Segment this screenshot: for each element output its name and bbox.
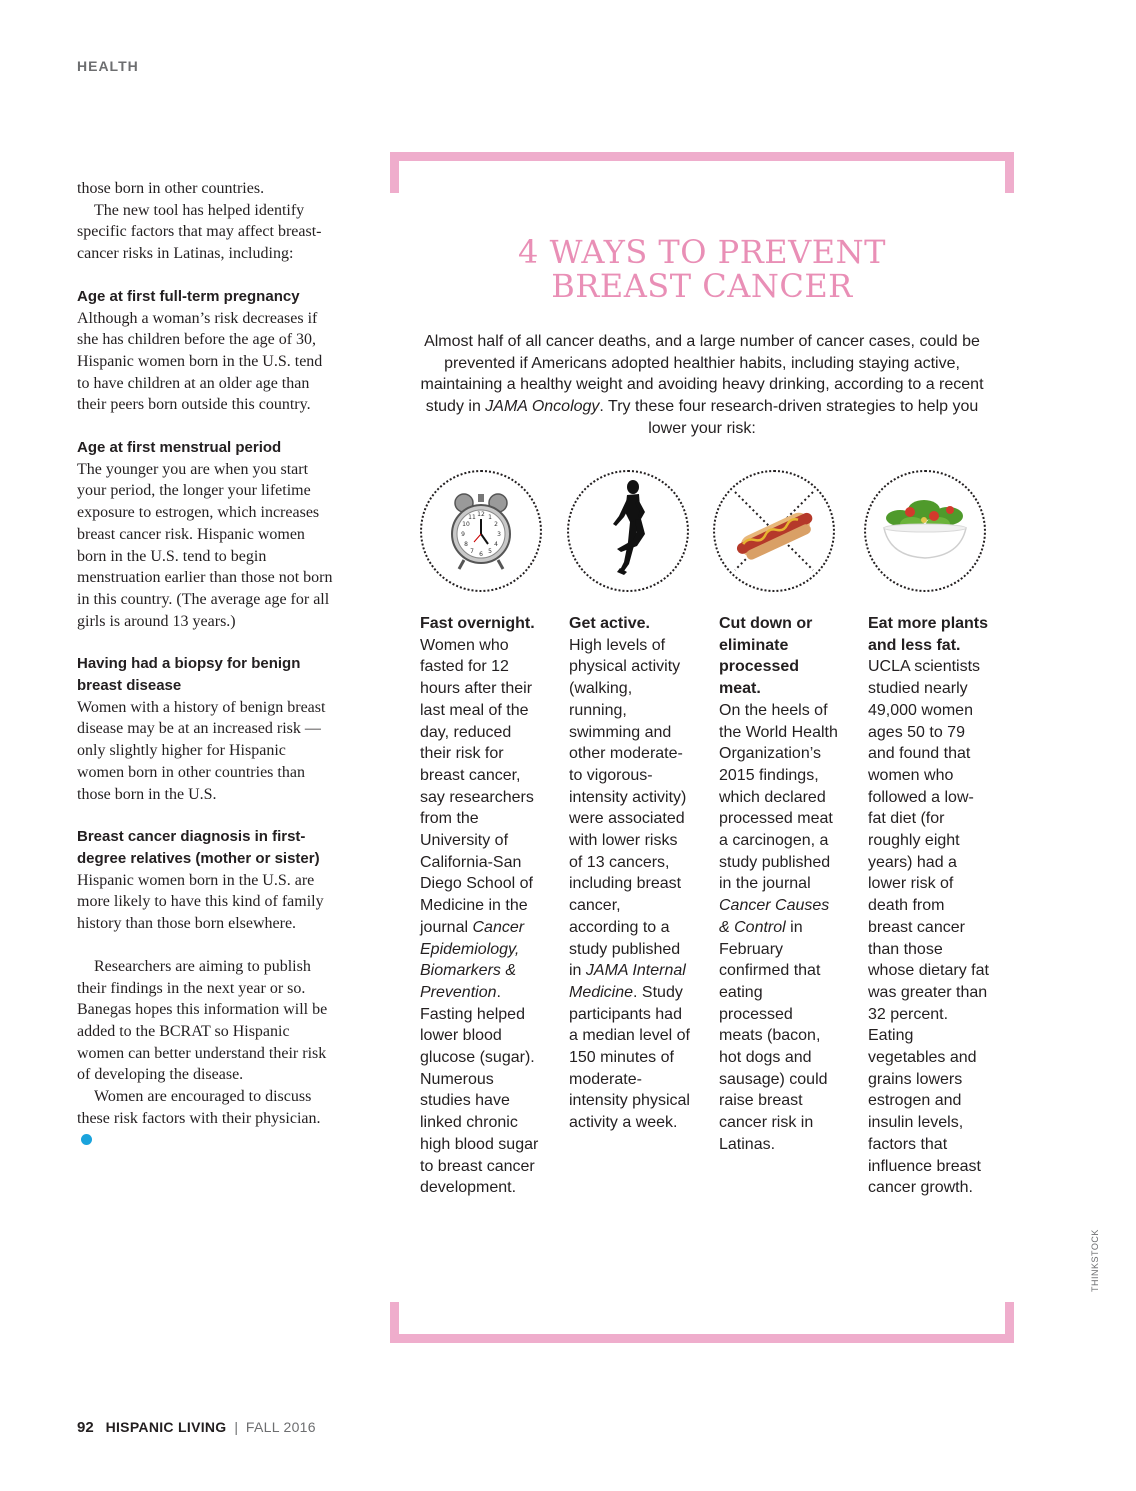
sidebar-title-line2: BREAST CANCER [551, 267, 853, 305]
salad-bowl-icon [864, 470, 986, 592]
article-closing-paragraph [77, 1086, 335, 1151]
sidebar-intro [415, 331, 989, 440]
tip-processed-meat [719, 613, 839, 1156]
svg-text:8: 8 [464, 541, 468, 548]
article-paragraph: The new tool has helped identify specific factors that may affect breast-cancer risks in Latinas, including: [77, 201, 322, 263]
article-column [77, 178, 335, 1151]
footer-separator: | [234, 1419, 239, 1435]
factor-body: Although a woman’s risk decreases if she has children before the age of 30, Hispanic women born in the U.S. tend to have children at an older age than their peers born outside this country. [77, 309, 323, 414]
svg-text:12: 12 [477, 511, 485, 518]
tip-get-active [569, 613, 694, 1134]
issue-date: FALL 2016 [245, 1419, 316, 1435]
factor-body: Women with a history of benign breast disease may be at an increased risk — only slightly higher for Hispanic women born in other countries than those born in the U.S. [77, 698, 326, 803]
intro-text: Almost half of all cancer deaths, and a large number of cancer cases, could be prevented if Americans adopted healthier habits, including staying active, maintaining a healthy weight and avoiding heavy drinking, according to a recent study in [420, 333, 984, 416]
sidebar-frame-bottom [390, 1302, 1014, 1343]
runner-icon [567, 470, 689, 592]
factor-heading: Age at first full-term pregnancy [77, 287, 300, 305]
tip-text: . Study participants had a median level of 150 minutes of moderate-intensity physical activity a week. [569, 983, 690, 1132]
factor-body: The younger you are when you start your period, the longer your lifetime exposure to estrogen, which increases breast cancer risk. Hispanic women born in the U.S. tend to begin menstruation earlier than those not born in this country. (The average age for all girls is around 13 years.) [77, 460, 333, 630]
tip-fast-overnight [420, 613, 545, 1199]
tip-body [868, 656, 990, 1199]
tip-eat-plants [868, 613, 990, 1199]
section-label: HEALTH [77, 58, 139, 74]
intro-journal: JAMA Oncology [485, 398, 600, 416]
factor-heading: Breast cancer diagnosis in first-degree relatives (mother or sister) [77, 828, 320, 867]
svg-text:2: 2 [494, 521, 498, 528]
sidebar-title [390, 235, 1014, 303]
svg-text:10: 10 [462, 521, 470, 528]
article-paragraph: Researchers are aiming to publish their findings in the next year or so. Banegas hopes this information will be added to the BCRAT so Hispanic women can better understand their risk of developing the disease. [77, 957, 328, 1084]
tip-body [420, 635, 545, 1199]
tip-body [569, 635, 694, 1134]
tip-text: On the heels of the World Health Organization’s 2015 findings, which declared processed meat a carcinogen, a study published in the journal [719, 701, 838, 893]
tip-journal: Cancer Causes & Control [719, 897, 830, 936]
tip-heading: Eat more plants and less fat. [868, 615, 989, 654]
svg-text:4: 4 [494, 541, 498, 548]
end-mark-dot [81, 1134, 92, 1145]
factor-body: Hispanic women born in the U.S. are more likely to have this kind of family history than those born elsewhere. [77, 871, 324, 933]
alarm-clock-icon [420, 470, 542, 592]
page-number: 92 [77, 1419, 94, 1436]
tip-text: UCLA scientists studied nearly 49,000 women ages 50 to 79 and found that women who followed a low-fat diet (for roughly eight years) had a lower risk of death from breast cancer than those whose dietary fat was greater than 32 percent. Eating vegetables and grains lowers estrogen and insulin levels, factors that influence breast cancer growth. [868, 658, 989, 1197]
closing-text: Women are encouraged to discuss these risk factors with their physician. [77, 1088, 321, 1127]
tip-text: Women who fasted for 12 hours after their last meal of the day, reduced their risk for breast cancer, say researchers from the University of California-San Diego School of Medicine in the journal [420, 636, 534, 936]
intro-text-end: . Try these four research-driven strategies to help you lower your risk: [599, 398, 979, 437]
factor-heading: Having had a biopsy for benign breast disease [77, 655, 301, 695]
tip-text: . Fasting helped lower blood glucose (sugar). Numerous studies have linked chronic high blood sugar to breast cancer development. [420, 983, 539, 1197]
magazine-name: HISPANIC LIVING [105, 1419, 227, 1435]
crossed-out-hot-dog-icon [713, 470, 835, 592]
tip-heading: Cut down or eliminate processed meat. [719, 615, 813, 698]
svg-text:7: 7 [470, 548, 474, 555]
svg-text:11: 11 [468, 514, 476, 521]
tip-body [719, 700, 839, 1156]
photo-credit: THINKSTOCK [1090, 1229, 1100, 1292]
svg-text:1: 1 [488, 514, 492, 521]
svg-text:3: 3 [497, 531, 501, 538]
svg-text:5: 5 [488, 548, 492, 555]
tip-heading: Get active. [569, 615, 650, 632]
page-footer [77, 1419, 316, 1436]
svg-text:6: 6 [479, 551, 483, 558]
factor-heading: Age at first menstrual period [77, 439, 282, 457]
article-paragraph: those born in other countries. [77, 180, 265, 197]
tip-heading: Fast overnight. [420, 615, 535, 632]
tip-text: High levels of physical activity (walking, running, swimming and other moderate- to vigorous-intensity activity) were associated with lower risks of 13 cancers, including breast cancer, according to a study published in [569, 636, 687, 980]
sidebar-title-line1: 4 WAYS TO PREVENT [518, 233, 886, 271]
tip-journal: JAMA Internal Medicine [569, 962, 686, 1001]
tip-journal: Cancer Epidemiology, Biomarkers & Prevention [420, 918, 525, 1001]
tip-text: in February confirmed that eating processed meats (bacon, hot dogs and sausage) could raise breast cancer risk in Latinas. [719, 918, 828, 1153]
svg-text:9: 9 [461, 531, 465, 538]
sidebar-frame-top [390, 152, 1014, 193]
